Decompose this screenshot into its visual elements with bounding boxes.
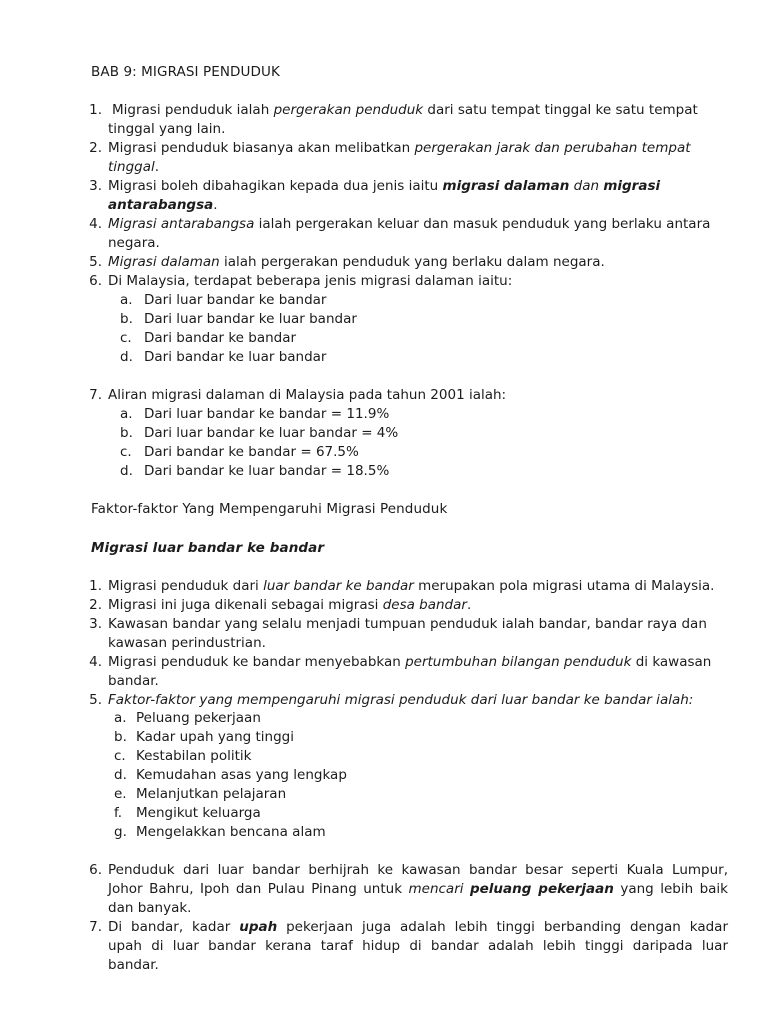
factor-subitem-letter: e. [114,786,127,802]
text-run: upah [239,919,278,935]
text-run: tinggal yang lain. [108,121,226,137]
luar-bandar-item-text [108,691,693,710]
factor-subitem-text: Kestabilan politik [136,748,252,764]
overview-item-text-continued [108,234,160,253]
factor-subitem-letter: d. [114,767,127,783]
text-run: migrasi dalaman [442,178,570,194]
luar-bandar-item-text [108,596,471,615]
text-run: antarabangsa [108,197,214,213]
text-run: Migrasi dalaman [108,254,220,270]
text-run: Migrasi boleh dibahagikan kepada dua jenis iaitu [108,178,443,194]
text-run: Penduduk dari luar bandar berhijrah ke kawasan bandar besar seperti Kuala Lumpur, [108,862,728,878]
migration-type-subitem-text: Dari bandar ke luar bandar [144,349,327,365]
migration-type-subitem-text: Dari luar bandar ke luar bandar [144,311,357,327]
overview-item-number: 1. [89,102,102,118]
text-run: Di bandar, kadar [108,919,240,935]
text-run: desa bandar [382,597,467,613]
factor-subitem-text: Kemudahan asas yang lengkap [136,767,347,783]
aliran-subitem-text: Dari luar bandar ke bandar = 11.9% [144,406,390,422]
text-run: luar bandar ke bandar [263,578,414,594]
text-run: Migrasi penduduk ialah [112,102,274,118]
paragraph-line [108,861,728,880]
text-run: . [466,597,472,613]
migration-type-subitem-text: Dari luar bandar ke bandar [144,292,327,308]
text-run: Migrasi penduduk ke bandar menyebabkan [108,654,406,670]
text-run: Migrasi antarabangsa [108,216,255,232]
text-run: . [154,159,160,175]
paragraph-line [108,918,728,937]
luar-bandar-item-number: 3. [89,616,102,632]
text-run: Faktor-faktor yang mempengaruhi migrasi penduduk dari luar bandar ke bandar ialah: [108,692,694,708]
luar-bandar-item-text-continued [108,634,266,653]
overview-item-number: 4. [89,216,102,232]
luar-bandar-item-number: 2. [89,597,102,613]
heading-factors: Faktor-faktor Yang Mempengaruhi Migrasi Penduduk [91,501,448,517]
factor-subitem-letter: f. [114,805,123,821]
text-run: Migrasi ini juga dikenali sebagai migrasi [108,597,383,613]
aliran-subitem-letter: a. [120,406,133,422]
text-run: pergerakan jarak dan perubahan tempat [414,140,691,156]
migration-type-subitem-letter: d. [120,349,133,365]
migration-type-subitem-text: Dari bandar ke bandar [144,330,297,346]
paragraph-line [108,937,728,956]
text-run: Migrasi penduduk dari [108,578,264,594]
luar-bandar-item-text-continued [108,672,159,691]
text-run: upah di luar bandar kerana taraf hidup di bandar adalah lebih tinggi daripada luar [108,938,728,954]
overview-item-text [108,215,710,234]
text-run: peluang pekerjaan [469,881,614,897]
page-title: BAB 9: MIGRASI PENDUDUK [91,64,280,80]
paragraph-number: 6. [89,862,102,878]
overview-item-number: 5. [89,254,102,270]
text-run: mencari [408,881,464,897]
overview-item-number: 3. [89,178,102,194]
overview-item-text [108,253,605,272]
aliran-subitem-letter: c. [120,444,132,460]
aliran-item-number: 7. [89,387,102,403]
text-run: bandar. [108,957,159,973]
factor-subitem-text: Kadar upah yang tinggi [136,729,294,745]
factor-subitem-text: Peluang pekerjaan [136,710,261,726]
text-run: kawasan perindustrian. [108,635,266,651]
migration-type-subitem-letter: b. [120,311,133,327]
luar-bandar-item-text [108,615,707,634]
text-run: negara. [108,235,160,251]
overview-item-text-continued [108,120,225,139]
text-run: Kawasan bandar yang selalu menjadi tumpuan penduduk ialah bandar, bandar raya dan [108,616,707,632]
factor-subitem-text: Melanjutkan pelajaran [136,786,287,802]
text-run: pekerjaan juga adalah lebih tinggi berbanding dengan kadar [277,919,728,935]
text-run: Johor Bahru, Ipoh dan Pulau Pinang untuk [108,881,409,897]
subheading-luar-bandar: Migrasi luar bandar ke bandar [91,540,325,556]
text-run: dan banyak. [108,900,192,916]
factor-subitem-text: Mengikut keluarga [136,805,261,821]
text-run: dari satu tempat tinggal ke satu tempat [423,102,698,118]
overview-item-number: 6. [89,273,102,289]
overview-item-text-continued [108,158,159,177]
aliran-subitem-letter: b. [120,425,133,441]
factor-subitem-letter: g. [114,824,127,840]
aliran-item-text: Aliran migrasi dalaman di Malaysia pada tahun 2001 ialah: [108,387,507,403]
text-run: pertumbuhan bilangan penduduk [405,654,632,670]
overview-item-text [112,101,698,120]
overview-item-text [108,177,660,196]
overview-item-text [108,272,512,291]
text-run: migrasi [603,178,661,194]
overview-item-text [108,139,691,158]
text-run: ialah pergerakan penduduk yang berlaku dalam negara. [219,254,605,270]
text-run: pergerakan penduduk [273,102,424,118]
luar-bandar-item-text [108,577,714,596]
paragraph-line [108,956,159,975]
migration-type-subitem-letter: c. [120,330,132,346]
paragraph-line [108,880,728,899]
paragraph-number: 7. [89,919,102,935]
text-run: tinggal [108,159,155,175]
factor-subitem-letter: c. [114,748,126,764]
factor-subitem-letter: a. [114,710,127,726]
text-run: dan [569,178,604,194]
aliran-subitem-text: Dari bandar ke bandar = 67.5% [144,444,359,460]
aliran-subitem-letter: d. [120,463,133,479]
text-run: Di Malaysia, terdapat beberapa jenis migrasi dalaman iaitu: [108,273,513,289]
factor-subitem-letter: b. [114,729,127,745]
factor-subitem-text: Mengelakkan bencana alam [136,824,326,840]
text-run: ialah pergerakan keluar dan masuk penduduk yang berlaku antara [254,216,711,232]
luar-bandar-item-number: 5. [89,692,102,708]
text-run: di kawasan [631,654,712,670]
migration-type-subitem-letter: a. [120,292,133,308]
text-run: yang lebih baik [613,881,728,897]
aliran-subitem-text: Dari luar bandar ke luar bandar = 4% [144,425,399,441]
luar-bandar-item-number: 4. [89,654,102,670]
luar-bandar-item-number: 1. [89,578,102,594]
luar-bandar-item-text [108,653,711,672]
text-run: merupakan pola migrasi utama di Malaysia. [413,578,715,594]
text-run: bandar. [108,673,159,689]
paragraph-line [108,899,191,918]
overview-item-text-continued [108,196,218,215]
aliran-subitem-text: Dari bandar ke luar bandar = 18.5% [144,463,390,479]
text-run: . [213,197,218,213]
text-run: Migrasi penduduk biasanya akan melibatkan [108,140,415,156]
overview-item-number: 2. [89,140,102,156]
